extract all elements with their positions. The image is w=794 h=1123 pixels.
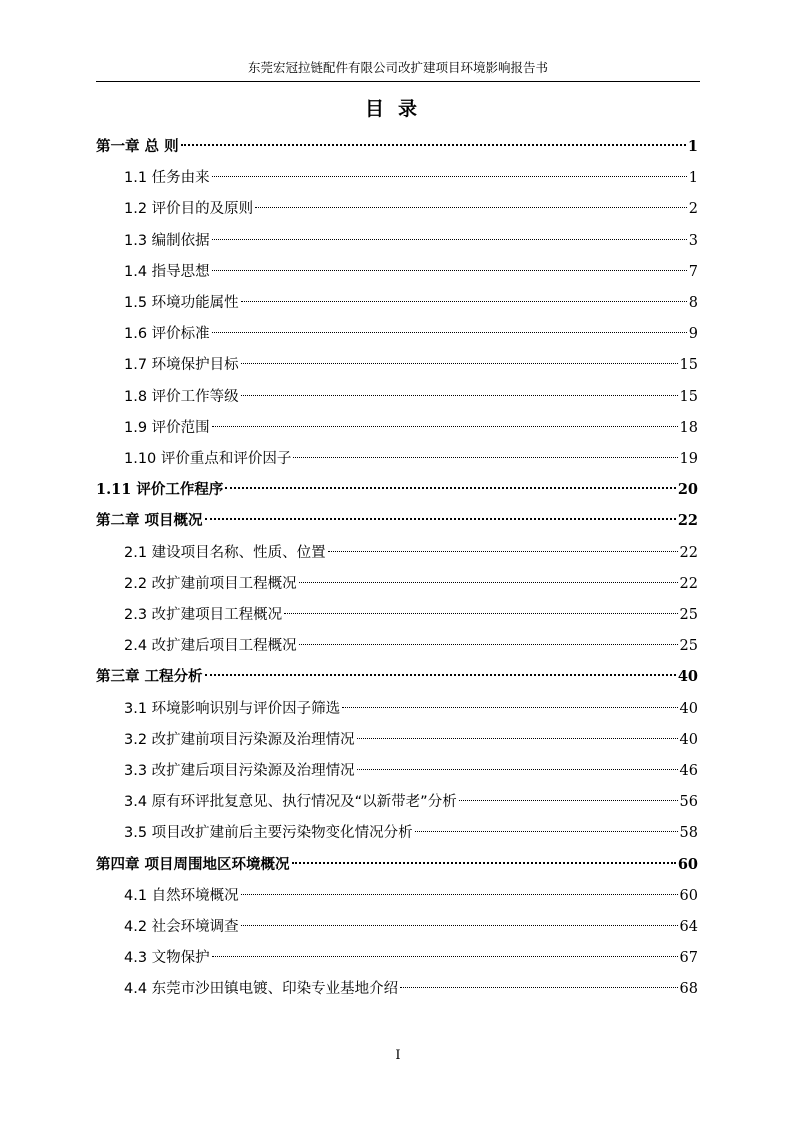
toc-dot-leader: [400, 987, 677, 988]
toc-entry-page: 25: [679, 638, 698, 655]
toc-dot-leader: [357, 769, 678, 770]
toc-dot-leader: [212, 332, 687, 333]
toc-entry-page: 3: [688, 232, 698, 249]
document-header: 东莞宏冠拉链配件有限公司改扩建项目环境影响报告书: [247, 60, 548, 75]
toc-dot-leader: [284, 613, 677, 614]
toc-entry-page: 15: [679, 388, 698, 405]
toc-entry-label: 1.8 评价工作等级: [124, 388, 239, 405]
toc-dot-leader: [292, 862, 676, 864]
toc-section-entry[interactable]: [124, 760, 698, 782]
toc-entry-label: 1.6 评价标准: [124, 326, 210, 343]
toc-entry-label: 2.3 改扩建项目工程概况: [124, 607, 283, 623]
toc-dot-leader: [328, 551, 678, 552]
toc-chapter-entry[interactable]: [96, 510, 698, 532]
toc-section-entry[interactable]: [124, 573, 698, 595]
toc-section-entry[interactable]: [124, 386, 698, 408]
toc-section-entry[interactable]: [124, 448, 698, 470]
toc-dot-leader: [459, 800, 678, 801]
toc-chapter-entry[interactable]: [96, 666, 698, 688]
toc-dot-leader: [357, 738, 678, 739]
toc-section-entry[interactable]: [124, 698, 698, 720]
toc-entry-page: 22: [677, 512, 698, 530]
toc-dot-leader: [225, 487, 675, 489]
toc-entry-label: 1.2 评价目的及原则: [124, 201, 254, 218]
toc-section-entry[interactable]: [124, 916, 698, 938]
toc-entry-page: 58: [679, 825, 698, 842]
page-number: I: [395, 1048, 401, 1063]
toc-entry-label: 2.2 改扩建前项目工程概况: [124, 575, 297, 592]
toc-dot-leader: [212, 176, 687, 177]
toc-section-entry[interactable]: [124, 978, 698, 1000]
toc-entry-label: 1.7 环境保护目标: [124, 357, 239, 374]
toc-entry-page: 68: [679, 981, 698, 998]
toc-entry-page: 1: [688, 170, 698, 187]
toc-dot-leader: [212, 239, 687, 240]
toc-dot-leader: [212, 426, 678, 427]
toc-dot-leader: [205, 674, 676, 676]
toc-entry-label: 1.1 任务由来: [124, 170, 210, 187]
toc-section-entry[interactable]: [124, 261, 698, 283]
toc-entry-label: 3.1 环境影响识别与评价因子筛选: [124, 700, 341, 717]
toc-entry-label: 2.4 改扩建后项目工程概况: [124, 638, 297, 655]
toc-entry-label: 4.1 自然环境概况: [124, 887, 239, 904]
toc-entry-page: 46: [679, 763, 698, 779]
toc-section-entry[interactable]: [124, 323, 698, 345]
toc-entry-label: 第二章 项目概况: [96, 512, 203, 530]
toc-entry-page: 8: [688, 295, 698, 311]
toc-section-entry[interactable]: [124, 292, 698, 314]
toc-dot-leader: [241, 925, 678, 926]
toc-section-entry[interactable]: [124, 947, 698, 969]
toc-section-entry[interactable]: [124, 167, 698, 189]
toc-entry-label: 4.4 东莞市沙田镇电镀、印染专业基地介绍: [124, 981, 399, 998]
toc-entry-page: 67: [679, 950, 698, 967]
toc-section-entry[interactable]: [124, 791, 698, 813]
toc-dot-leader: [255, 207, 687, 208]
toc-entry-page: 40: [677, 668, 698, 686]
toc-entry-page: 60: [677, 855, 698, 873]
toc-section-entry[interactable]: [124, 354, 698, 376]
toc-section-entry[interactable]: [124, 198, 698, 220]
toc-entry-label: 第一章 总 则: [96, 138, 179, 155]
toc-entry-label: 1.11 评价工作程序: [96, 481, 224, 499]
toc-section-entry[interactable]: [124, 729, 698, 751]
toc-entry-label: 1.4 指导思想: [124, 263, 210, 280]
toc-section-entry[interactable]: [124, 885, 698, 907]
toc-entry-label: 4.2 社会环境调查: [124, 919, 239, 935]
toc-entry-page: 20: [677, 481, 698, 499]
toc-dot-leader: [212, 270, 687, 271]
toc-entry-label: 1.5 环境功能属性: [124, 295, 239, 311]
toc-dot-leader: [181, 144, 686, 146]
toc-entry-page: 7: [688, 263, 698, 280]
toc-dot-leader: [205, 518, 676, 520]
toc-entry-label: 3.5 项目改扩建前后主要污染物变化情况分析: [124, 825, 413, 842]
toc-dot-leader: [241, 363, 678, 364]
toc-chapter-entry[interactable]: [96, 136, 698, 158]
toc-entry-page: 9: [688, 326, 698, 343]
toc-section-entry[interactable]: [124, 635, 698, 657]
toc-section-entry[interactable]: [124, 417, 698, 439]
toc-entry-page: 60: [679, 887, 698, 904]
toc-entry-label: 2.1 建设项目名称、性质、位置: [124, 544, 326, 561]
toc-entry-page: 56: [679, 794, 698, 811]
toc-entry-page: 1: [687, 138, 698, 155]
toc-entry-page: 22: [679, 575, 698, 592]
toc-section-entry[interactable]: [124, 230, 698, 252]
toc-entry-label: 第三章 工程分析: [96, 668, 203, 686]
toc-title: 目录: [364, 98, 431, 120]
toc-entry-label: 1.10 评价重点和评价因子: [124, 451, 292, 467]
toc-chapter-entry[interactable]: [96, 479, 698, 501]
toc-section-entry[interactable]: [124, 604, 698, 626]
toc-entry-page: 19: [679, 451, 698, 467]
toc-entry-label: 3.4 原有环评批复意见、执行情况及“以新带老”分析: [124, 794, 457, 811]
toc-entry-page: 2: [688, 201, 698, 218]
toc-section-entry[interactable]: [124, 822, 698, 844]
toc-entry-page: 64: [679, 919, 698, 935]
toc-entry-page: 15: [679, 357, 698, 374]
toc-entry-page: 40: [679, 700, 698, 717]
toc-entry-page: 18: [679, 419, 698, 436]
toc-dot-leader: [212, 956, 678, 957]
toc-entry-label: 1.3 编制依据: [124, 232, 210, 249]
toc-dot-leader: [293, 457, 677, 458]
toc-dot-leader: [415, 831, 678, 832]
toc-dot-leader: [241, 894, 678, 895]
toc-entry-label: 4.3 文物保护: [124, 950, 210, 967]
toc-dot-leader: [241, 301, 687, 302]
toc-chapter-entry[interactable]: [96, 854, 698, 876]
toc-entry-label: 第四章 项目周围地区环境概况: [96, 855, 290, 873]
toc-dot-leader: [241, 395, 678, 396]
toc-dot-leader: [299, 582, 678, 583]
toc-entry-page: 25: [679, 607, 698, 623]
toc-dot-leader: [299, 644, 678, 645]
toc-entry-label: 3.2 改扩建前项目污染源及治理情况: [124, 731, 355, 748]
toc-entry-label: 3.3 改扩建后项目污染源及治理情况: [124, 763, 355, 779]
toc-entry-page: 40: [679, 731, 698, 748]
toc-dot-leader: [342, 707, 677, 708]
toc-section-entry[interactable]: [124, 542, 698, 564]
toc-entry-page: 22: [679, 544, 698, 561]
toc-entry-label: 1.9 评价范围: [124, 419, 210, 436]
